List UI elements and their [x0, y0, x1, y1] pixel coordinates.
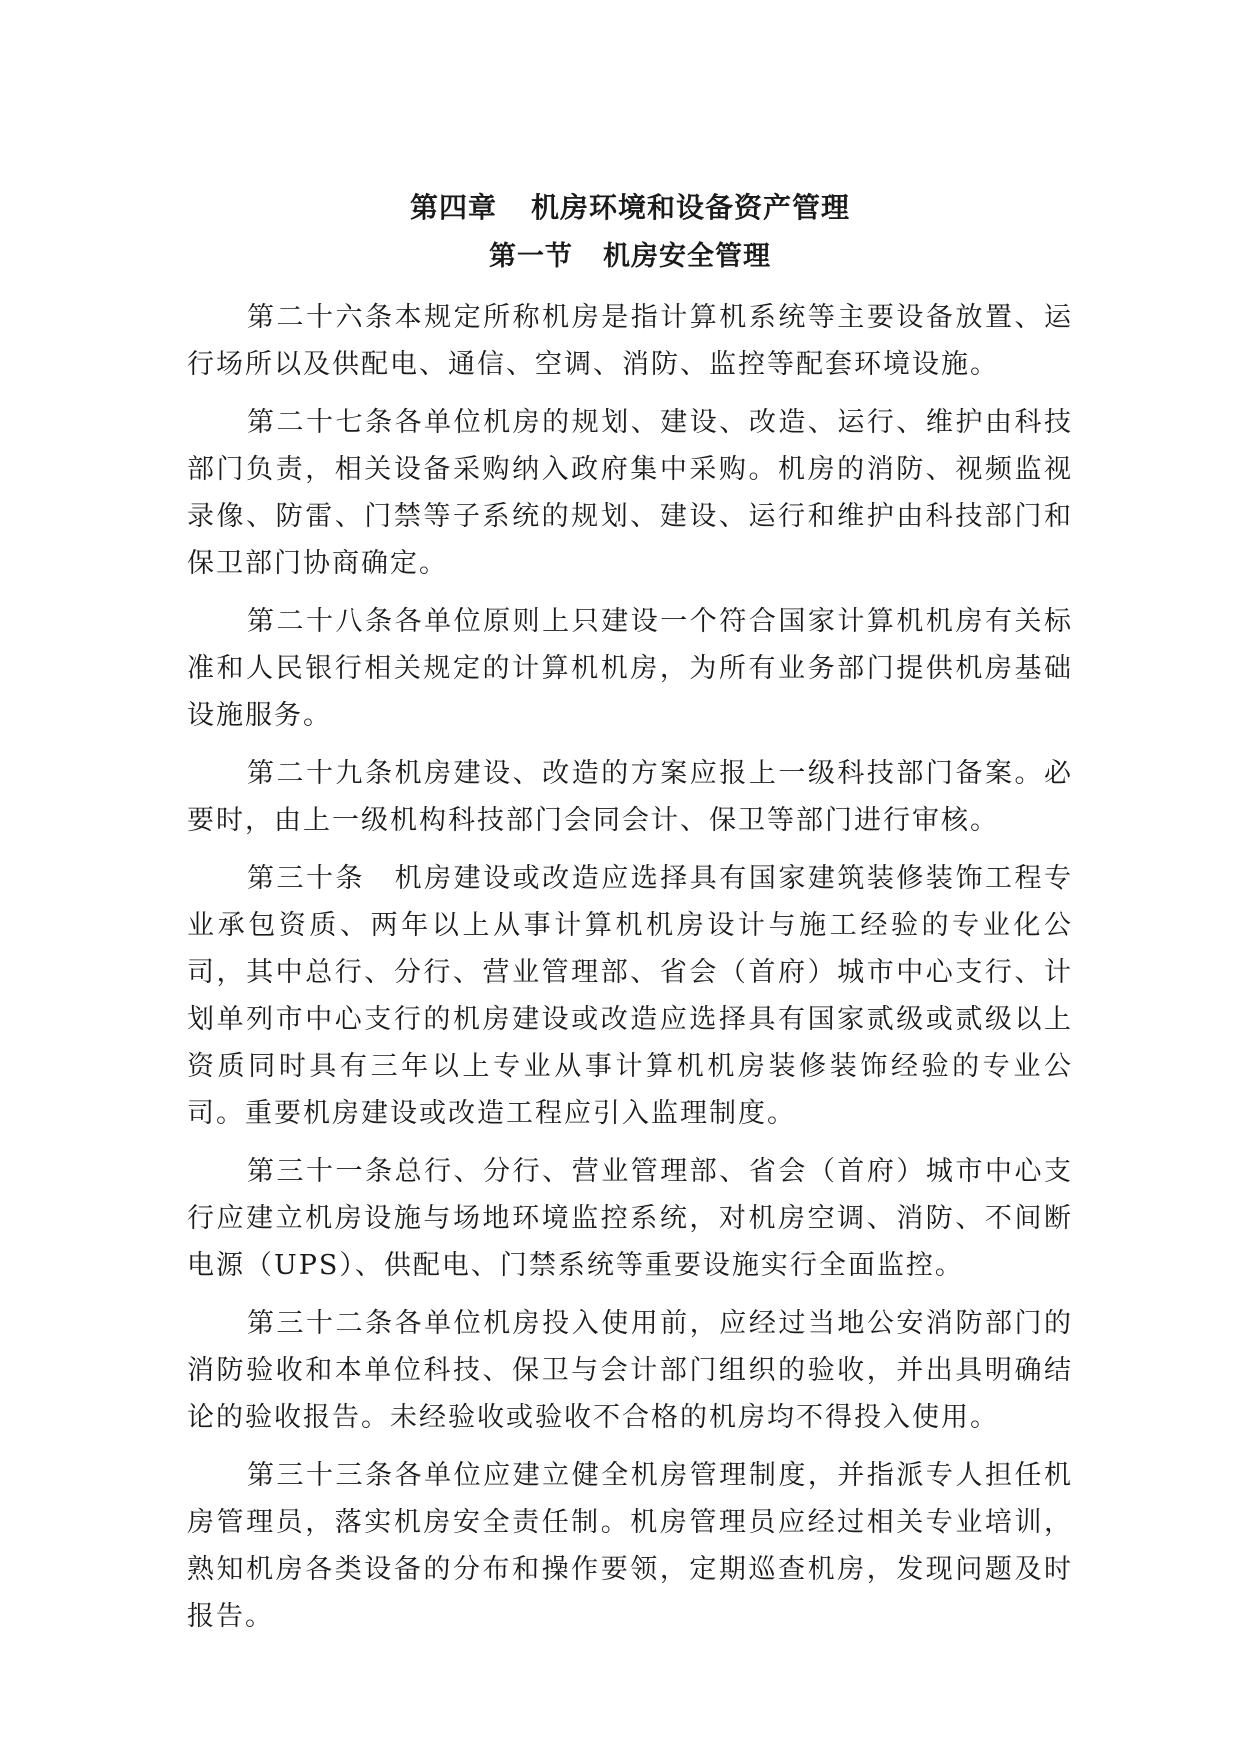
- section-title: 机房安全管理: [603, 241, 771, 272]
- article-29: 第二十九条机房建设、改造的方案应报上一级科技部门备案。必要时，由上一级机构科技部门会同会计、保卫等部门进行审核。: [187, 758, 1073, 836]
- chapter-title: 机房环境和设备资产管理: [531, 191, 851, 224]
- chapter-heading: [187, 188, 1073, 228]
- article-32: 第三十二条各单位机房投入使用前，应经过当地公安消防部门的消防验收和本单位科技、保卫与会计部门组织的验收，并出具明确结论的验收报告。未经验收或验收不合格的机房均不得投入使用。: [187, 1308, 1073, 1433]
- article-27: 第二十七条各单位机房的规划、建设、改造、运行、维护由科技部门负责，相关设备采购纳入政府集中采购。机房的消防、视频监视录像、防雷、门禁等子系统的规划、建设、运行和维护由科技部门和保卫部门协商确定。: [187, 407, 1073, 579]
- section-heading: [187, 238, 1073, 276]
- article-30: 第三十条 机房建设或改造应选择具有国家建筑装修装饰工程专业承包资质、两年以上从事计算机机房设计与施工经验的专业化公司，其中总行、分行、营业管理部、省会（首府）城市中心支行、计划单列市中心支行的机房建设或改造应选择具有国家贰级或贰级以上资质同时具有三年以上专业从事计算机机房装修装饰经验的专业公司。重要机房建设或改造工程应引入监理制度。: [187, 863, 1073, 1129]
- section-number: 第一节: [489, 241, 573, 272]
- article-33: 第三十三条各单位应建立健全机房管理制度，并指派专人担任机房管理员，落实机房安全责任制。机房管理员应经过相关专业培训，熟知机房各类设备的分布和操作要领，定期巡查机房，发现问题及时报告。: [187, 1460, 1073, 1632]
- article-31: 第三十一条总行、分行、营业管理部、省会（首府）城市中心支行应建立机房设施与场地环境监控系统，对机房空调、消防、不间断电源（UPS）、供配电、门禁系统等重要设施实行全面监控。: [187, 1156, 1073, 1281]
- article-26: 第二十六条本规定所称机房是指计算机系统等主要设备放置、运行场所以及供配电、通信、空调、消防、监控等配套环境设施。: [187, 302, 1073, 380]
- document-page: [187, 188, 1073, 1651]
- chapter-number: 第四章: [409, 191, 497, 224]
- article-28: 第二十八条各单位原则上只建设一个符合国家计算机机房有关标准和人民银行相关规定的计算机机房，为所有业务部门提供机房基础设施服务。: [187, 606, 1073, 731]
